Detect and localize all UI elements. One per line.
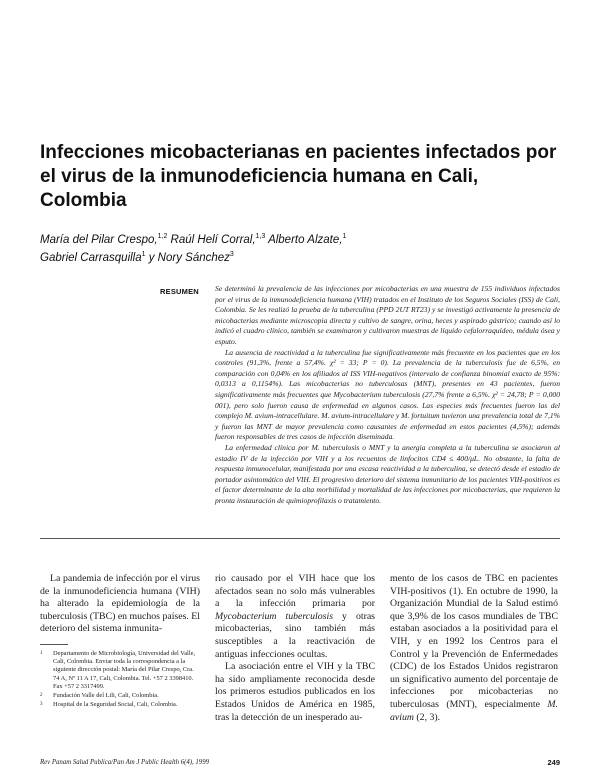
species-name: Mycobacterium tuberculosis bbox=[215, 610, 334, 622]
footnote-divider bbox=[40, 644, 68, 645]
body-text: y otras micobacterias, sino también más susceptibles a la reactivación de antiguas infecciones ocultas. bbox=[215, 610, 375, 660]
body-column-2 bbox=[215, 573, 375, 724]
section-divider bbox=[40, 538, 560, 539]
author-name: María del Pilar Crespo, bbox=[40, 234, 158, 246]
footnote-number: 1 bbox=[40, 651, 43, 656]
author-affiliation: 1 bbox=[141, 251, 146, 258]
author-name: Alberto Alzate, bbox=[268, 234, 343, 246]
abstract-paragraph: Se determinó la prevalencia de las infecciones por micobacterias en una muestra de 155 individuos infectados por el virus de la inmunodeficiencia humana (VIH) tratados en el Instituto de los Seguros Sociales (ISS) de Cali, Colombia. Se les realizó la prueba de la tuberculina (PPD 2UT RT23) y se investigó activamente la presencia de micobacterias mediante microscopia directa y cultivo de sangre, orina, heces y aspirado gástrico; cuando así lo indicó el cuadro clínico, también se examinaron y cultivaron muestras de líquido cefalorraquídeo, médula ósea y esputo. bbox=[215, 284, 560, 346]
body-paragraph bbox=[390, 573, 558, 724]
abstract-paragraph: La ausencia de reactividad a la tuberculina fue significativamente más frecuente en los pacientes que en los controles (91,3%, frente a 57,4%. χ² = 33; P = 0). La prevalencia de la tuberculosis fue de 6,5%, en comparación con 0,04% en los afiliados al ISS VIH-negativos (intervalo de confianza binomial exacto de 95%: 0,0313 a 0,1154%). Las micobacterias no tuberculosas (MNT), presentes en 43 pacientes, fueron significativamente más frecuentes que Mycobacterium tuberculosis (27,7% frente a 6,5%. χ² = 24,78; P = 0,000 001), pero solo fueron causa de enfermedad en algunos casos. Las especies más frecuentes fueron las del complejo M. avium-intracellulare. M. avium-intracellulare y M. fortuitum tuvieron una prevalencia total de 7,1% y fueron las MNT de mayor prevalencia como causantes de enfermedad en estos pacientes (4,5%); además fueron responsables de tres casos de infección diseminada. bbox=[215, 347, 560, 442]
page-number: 249 bbox=[547, 758, 560, 767]
body-paragraph: La asociación entre el VIH y la TBC ha sido ampliamente reconocida desde los primeros estudios publicados en los Estados Unidos de América en 1985, tras la detección de un inesperado au- bbox=[215, 661, 375, 723]
abstract-heading: RESUMEN bbox=[160, 287, 199, 296]
body-text: rio causado por el VIH hace que los afectados sean no solo más vulnerables a la infección primaria por bbox=[215, 573, 375, 610]
footnote-number: 2 bbox=[40, 693, 43, 699]
footnote-text: Fundación Valle del Lili, Cali, Colombia. bbox=[53, 692, 159, 700]
body-paragraph bbox=[215, 573, 375, 661]
footnote bbox=[40, 701, 200, 709]
body-column-3 bbox=[390, 573, 558, 724]
species-name: M. avium bbox=[390, 698, 558, 723]
author-affiliation: 1,3 bbox=[255, 233, 266, 240]
body-text: (2, 3). bbox=[413, 711, 441, 723]
abstract-paragraph: La enfermedad clínica por M. tuberculosis o MNT y la anergia completa a la tuberculina se asociaron al estadio IV de la infección por VIH y a los recuentos de linfocitos CD4 ≤ 400/μL. No obstante, la falta de respuesta inmunocelular, manifestada por una escasa reactividad a la tuberculina, se detectó desde el estadio de portador asintomático del VIH. El progresivo deterioro del sistema inmunitario de los pacientes VIH-positivos es el factor determinante de la alta morbilidad y mortalidad de las infecciones por micobacterias, que requieren la pronta instauración de quimioprofilaxis o tratamiento. bbox=[215, 442, 560, 505]
footnote-text: Departamento de Microbiología, Universidad del Valle, Cali, Colombia. Enviar toda la correspondencia a la siguiente dirección postal: María del Pilar Crespo, Cra. 74 A, Nº 11 A 17, Cali, Colombia. Tel. +57 2 3398410. Fax +57 2 3317499. bbox=[53, 650, 196, 690]
author-affiliation: 1,2 bbox=[157, 233, 168, 240]
abstract bbox=[215, 284, 560, 506]
footnote-number: 3 bbox=[40, 702, 43, 708]
footnote-text: Hospital de la Seguridad Social, Cali, Colombia. bbox=[53, 701, 178, 709]
author-affiliation: 1 bbox=[342, 233, 347, 240]
author-name: y Nory Sánchez bbox=[148, 252, 230, 264]
footnote bbox=[40, 650, 200, 691]
article-title: Infecciones micobacterianas en pacientes infectados por el virus de la inmunodeficiencia humana en Cali, Colombia bbox=[40, 142, 557, 211]
journal-citation: Rev Panam Salud Publica/Pan Am J Public Health 6(4), 1999 bbox=[40, 759, 210, 766]
body-paragraph: La pandemia de infección por el virus de la inmunodeficiencia humana (VIH) ha alterado la epidemiología de la tuberculosis (TBC) en muchos países. El deterioro del sistema inmunita- bbox=[40, 573, 200, 635]
author-name: Gabriel Carrasquilla bbox=[40, 252, 142, 264]
body-column-1 bbox=[40, 573, 200, 636]
footnotes bbox=[40, 650, 200, 710]
author-affiliation: 3 bbox=[229, 251, 234, 258]
footnote bbox=[40, 692, 200, 700]
body-text: mento de los casos de TBC en pacientes VIH-positivos (1). En octubre de 1990, la Organización Mundial de la Salud estimó que 3,9% de los casos mundiales de TBC estaban asociados a la positividad para el VIH, y en 1992 los Centros para el Control y la Prevención de Enfermedades (CDC) de los Estados Unidos registraron un significativo aumento del porcentaje de infecciones por micobacterias no tuberculosas (MNT), especialmente bbox=[390, 573, 558, 710]
author-name: Raúl Helí Corral, bbox=[170, 234, 256, 246]
author-list bbox=[40, 231, 560, 267]
